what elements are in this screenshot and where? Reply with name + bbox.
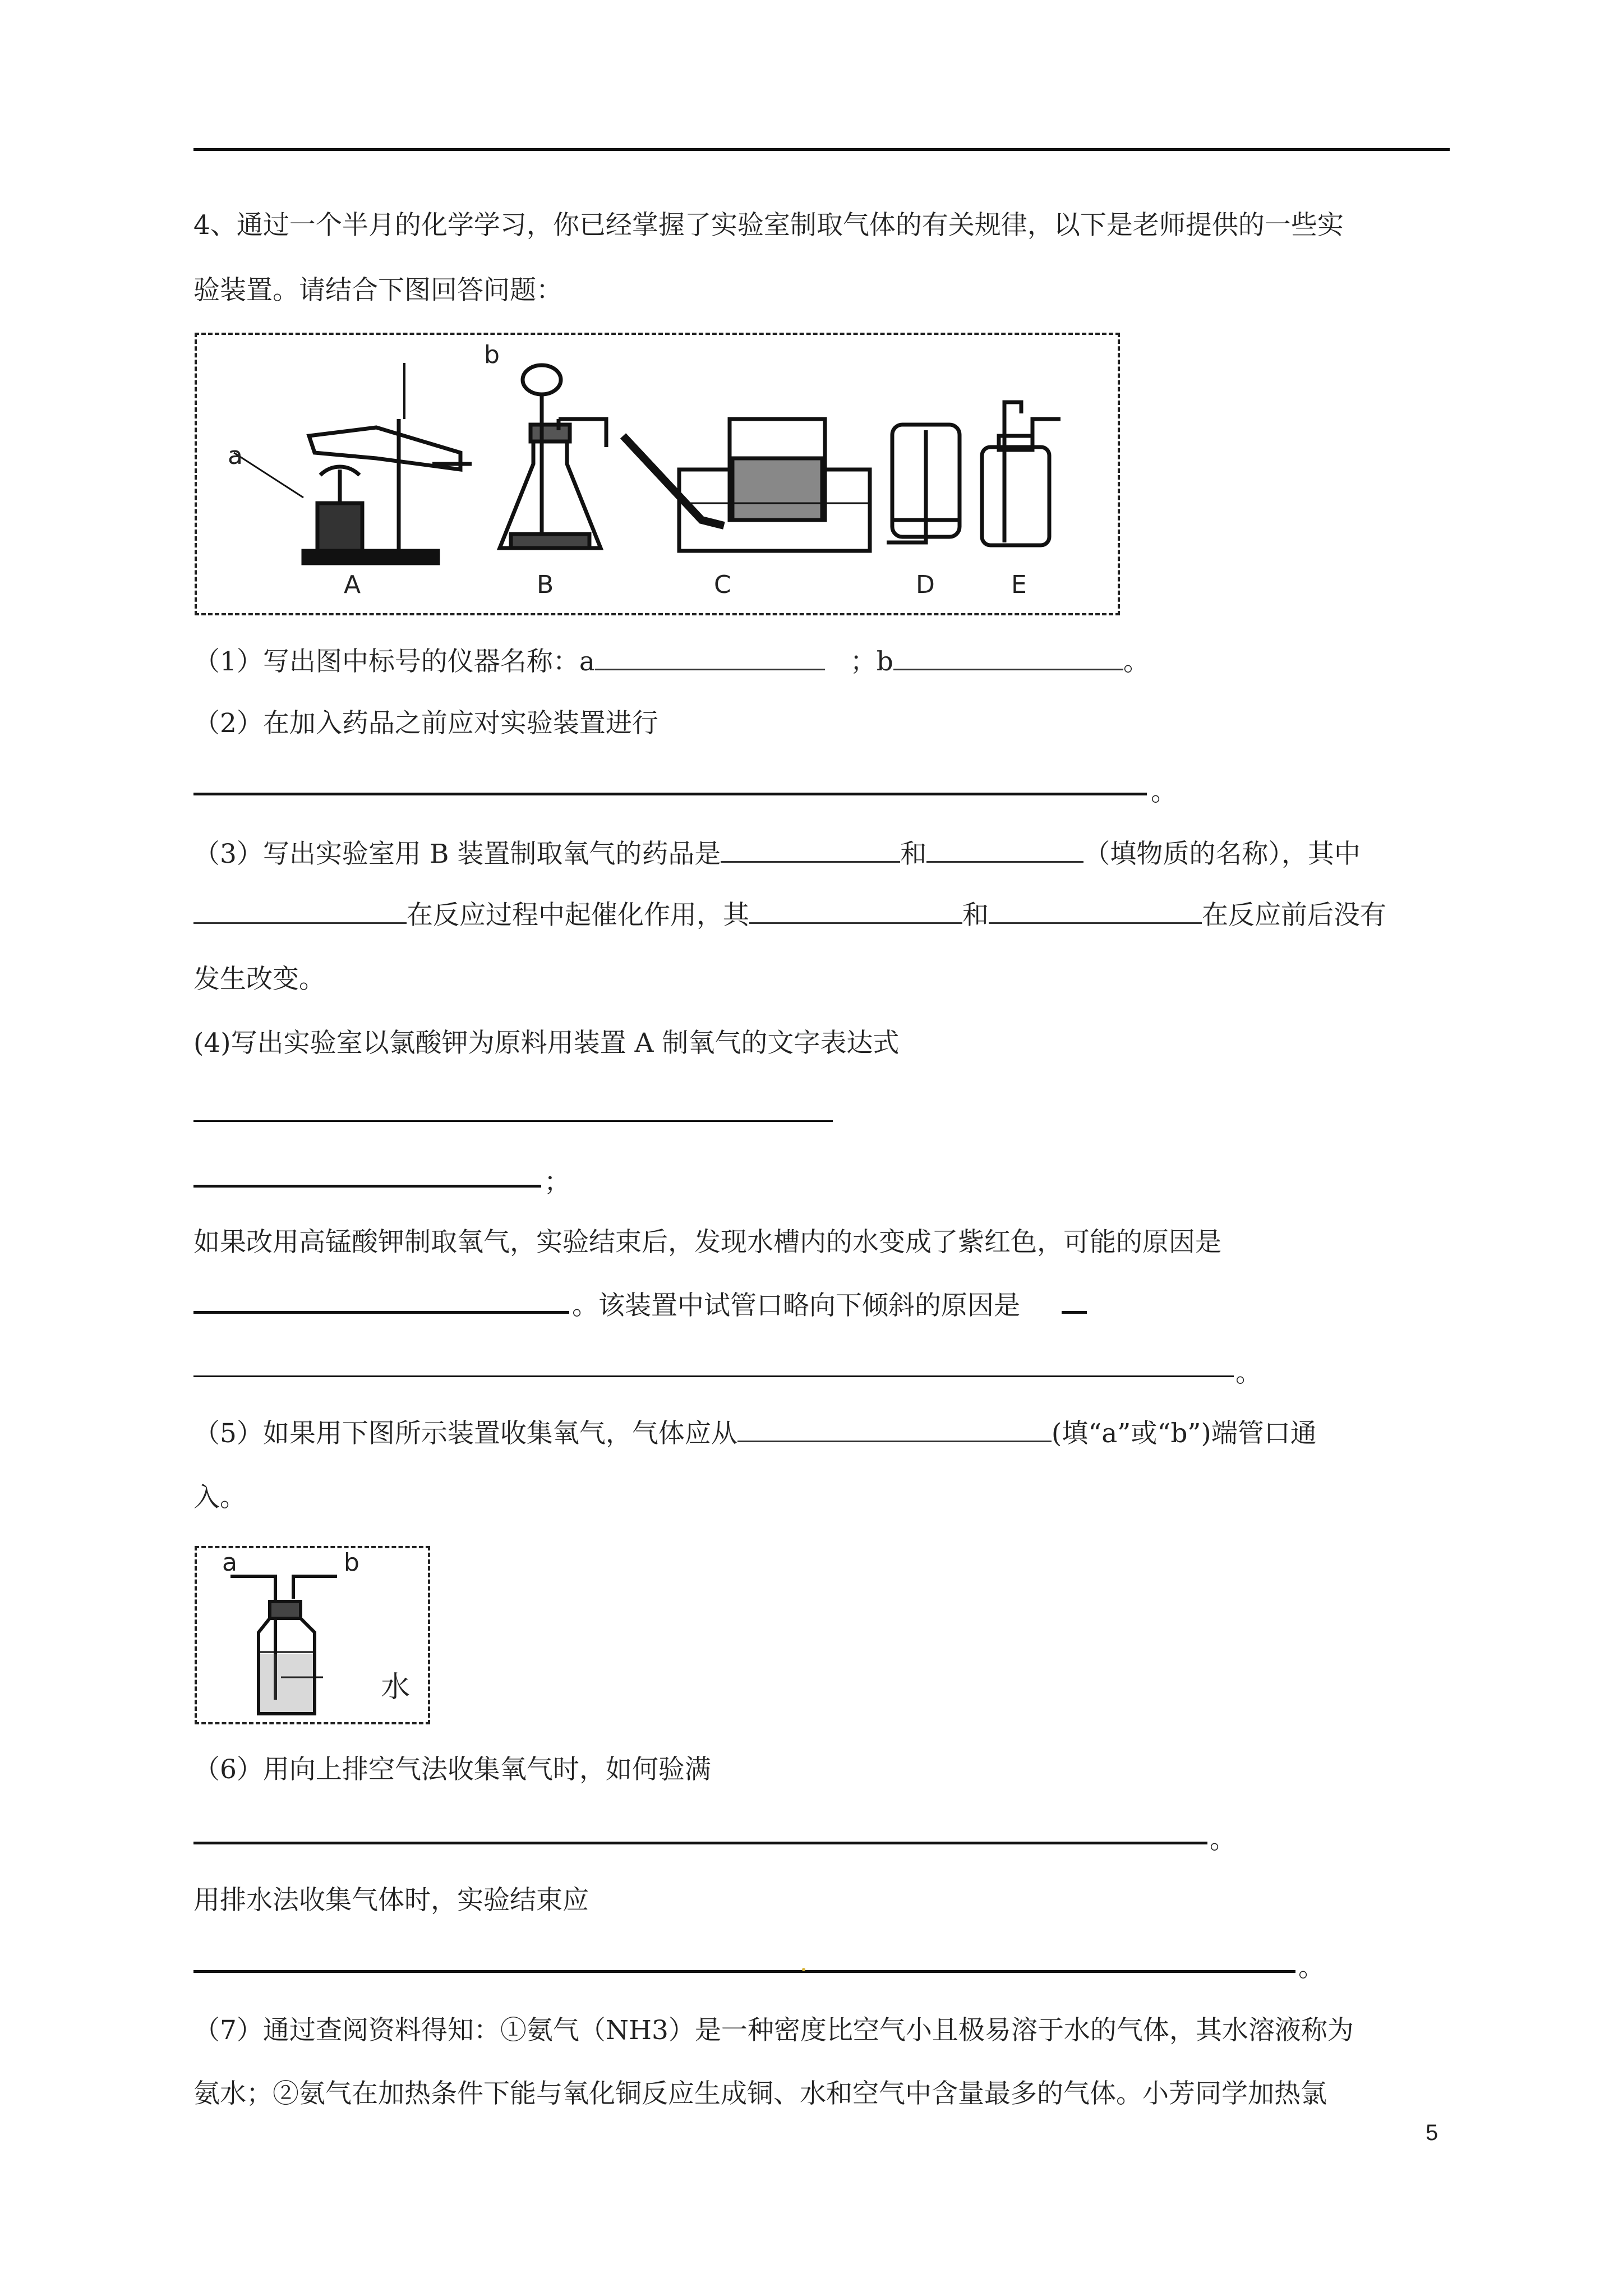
q6-text2: 用排水法收集气体时，实验结束应 [193,1885,589,1916]
q3-line1-a: （3）写出实验室用 B 装置制取氧气的药品是 [193,839,721,869]
apparatus-figure [195,333,1120,615]
q3-blank-2[interactable] [926,839,1083,863]
fig2-label-b: b [344,1548,359,1577]
q3-blank-5[interactable] [989,900,1202,924]
label-C: C [714,570,731,599]
q4-answer-line-1[interactable] [193,1120,833,1122]
label-b: b [484,341,500,369]
q3-line2-c: 在反应前后没有 [1202,900,1386,931]
q6-text: （6）用向上排空气法收集氧气时，如何验满 [193,1754,711,1785]
q3-line2 [193,899,1386,932]
fig2-label-water: 水 [381,1671,411,1704]
header-rule [193,148,1450,151]
q2-end: 。 [1151,776,1177,807]
q2-text: （2）在加入药品之前应对实验装置进行 [193,708,658,739]
q4-text2: 如果改用高锰酸钾制取氧气，实验结束后，发现水槽内的水变成了紫红色，可能的原因是 [193,1227,1221,1258]
page-number: 5 [1426,2120,1438,2145]
question-intro-line1: 4、通过一个半月的化学学习，你已经掌握了实验室制取气体的有关规律，以下是老师提供的一些实 [193,210,1344,241]
q1-blank-b[interactable] [893,646,1123,670]
q7-line2: 氨水；②氨气在加热条件下能与氧化铜反应生成铜、水和空气中含量最多的气体。小芳同学加热氯 [193,2078,1327,2109]
q6-end2: 。 [1298,1952,1325,1983]
fig2-label-a: a [222,1548,237,1577]
q6-answer-line-2[interactable] [193,1970,1295,1973]
q5-line1-a: （5）如果用下图所示装置收集氧气，气体应从 [193,1418,737,1449]
q2-answer-line[interactable] [193,793,1147,795]
q3-line1 [193,838,1361,871]
q3-line1-c: （填物质的名称），其中 [1083,839,1361,869]
q4-answer-line-3[interactable] [193,1311,569,1314]
q3-line3: 发生改变。 [193,964,325,995]
q4-text: (4)写出实验室以氯酸钾为原料用装置 A 制氧气的文字表达式 [193,1028,900,1059]
label-D: D [916,570,935,599]
q4-text3: 。该装置中试管口略向下倾斜的原因是 [572,1290,1020,1321]
q1-end: 。 [1123,646,1150,677]
label-B: B [537,570,554,599]
q1-line [193,645,1150,679]
q3-blank-4[interactable] [749,900,962,924]
label-a: a [228,441,243,470]
q4-end: 。 [1235,1358,1262,1388]
q6-end1: 。 [1210,1824,1236,1855]
q4-answer-line-4[interactable] [193,1375,1234,1377]
q3-blank-1[interactable] [721,839,900,863]
q1-prefix: （1）写出图中标号的仪器名称：a [193,646,595,677]
q5-line1-b: (填“a”或“b”)端管口通 [1051,1418,1317,1449]
stray-mark [802,1968,805,1971]
q3-blank-3[interactable] [193,900,407,924]
q5-line1 [193,1417,1317,1451]
apparatus-drawing [197,335,1118,613]
q7-line1: （7）通过查阅资料得知：①氨气（NH3）是一种密度比空气小且极易溶于水的气体，其水溶液称为 [193,2015,1354,2046]
label-A: A [344,570,361,599]
q4-answer-line-2[interactable] [193,1185,541,1188]
question-intro-line2: 验装置。请结合下图回答问题： [193,275,562,306]
q1-sep: ；b [850,646,893,677]
q3-line2-a: 在反应过程中起催化作用，其 [407,900,749,931]
q3-line2-b: 和 [962,900,989,931]
q4-answer-line-3b[interactable] [1062,1311,1087,1314]
q1-blank-a[interactable] [595,646,825,670]
q6-answer-line-1[interactable] [193,1842,1207,1844]
q5-line2: 入。 [193,1482,246,1513]
gas-bottle-figure [195,1546,430,1724]
q5-blank[interactable] [737,1418,1052,1442]
q3-line1-b: 和 [900,839,927,869]
label-E: E [1011,570,1027,599]
q4-semicolon: ； [544,1167,570,1198]
